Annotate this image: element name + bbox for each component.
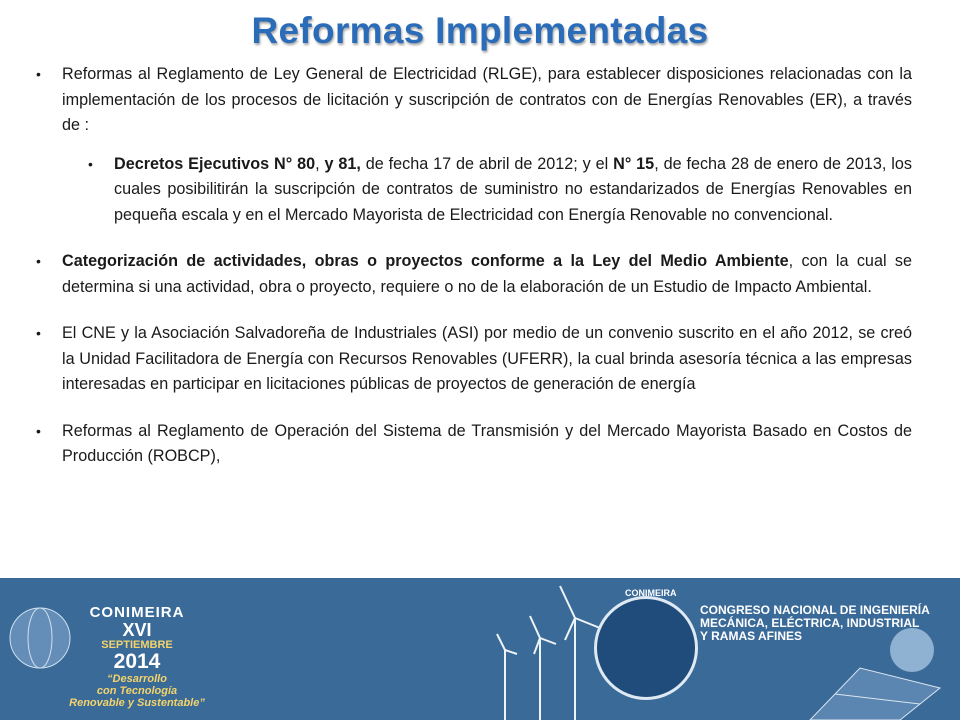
congress-line: MECÁNICA, ELÉCTRICA, INDUSTRIAL	[700, 616, 920, 630]
slide-title: Reformas Implementadas	[251, 10, 709, 51]
text-segment: ,	[315, 154, 325, 173]
bold-text: N° 15	[613, 154, 655, 173]
bullet-item	[36, 62, 912, 139]
text-segment: , con la cual se determina si una actividad, obra o proyecto, requiere o no de la elaboración de un Estudio de Impacto Ambiental.	[62, 252, 912, 296]
bullet-text: Reformas al Reglamento de Ley General de Electricidad (RLGE), para establecer disposiciones relacionadas con la implementación de los procesos de licitación y suscripción de contratos con de Energías Renovables (ER), a través de :	[62, 65, 912, 134]
congress-title	[700, 604, 950, 643]
bullet-glyph: •	[36, 325, 41, 341]
slogan-line: “Desarrollo	[107, 673, 167, 685]
bold-text: Decretos Ejecutivos N° 80	[114, 154, 316, 173]
event-year: 2014	[113, 650, 161, 673]
conimeira-logo-icon	[594, 596, 698, 700]
bullet-text: Reformas al Reglamento de Operación del Sistema de Transmisión y del Mercado Mayorista Basado en Costos de Producción (ROBCP),	[62, 421, 912, 465]
bullet-item	[36, 321, 912, 398]
event-month: SEPTIEMBRE	[101, 639, 173, 651]
bullet-glyph: •	[36, 422, 41, 439]
bullet-glyph: •	[36, 253, 41, 269]
slogan-line: Renovable y Sustentable”	[69, 697, 205, 709]
sub-bullet-item	[36, 152, 912, 229]
conimeira-event-badge	[62, 578, 212, 709]
footer-banner	[0, 578, 960, 720]
bullet-item	[36, 249, 912, 300]
bullet-glyph: •	[36, 66, 41, 82]
logo-label: CONIMEIRA	[625, 588, 677, 598]
text-segment: , de fecha 28 de enero de 2013, los cuales posibilitirán la suscripción de contratos de suministro no estandarizados de Energías Renovables en pequeña escala y en el Mercado Mayorista de Electricidad con Energía Renovable no convencional.	[114, 154, 912, 224]
slide-body	[36, 62, 912, 470]
bullet-text: El CNE y la Asociación Salvadoreña de Industriales (ASI) por medio de un convenio suscrito en el año 2012, se creó la Unidad Facilitadora de Energía con Recursos Renovables (UFERR), la cual brinda asesoría técnica a las empresas interesadas en participar en licitaciones públicas de proyectos de generación de energía	[62, 324, 912, 393]
text-segment: de fecha 17 de abril de 2012; y el	[360, 154, 614, 173]
bullet-glyph: •	[88, 155, 93, 172]
event-name: CONIMEIRA	[89, 604, 185, 621]
bold-text: Categorización de actividades, obras o proyectos conforme a la Ley del Medio Ambiente	[62, 252, 789, 270]
congress-line: CONGRESO NACIONAL DE INGENIERÍA	[700, 603, 930, 617]
slogan-line: con Tecnología	[96, 685, 178, 697]
bullet-item	[36, 419, 912, 470]
globe-icon	[10, 608, 70, 668]
congress-line: Y RAMAS AFINES	[700, 629, 803, 643]
bold-text: y 81,	[324, 154, 361, 173]
event-edition: XVI	[122, 620, 152, 640]
